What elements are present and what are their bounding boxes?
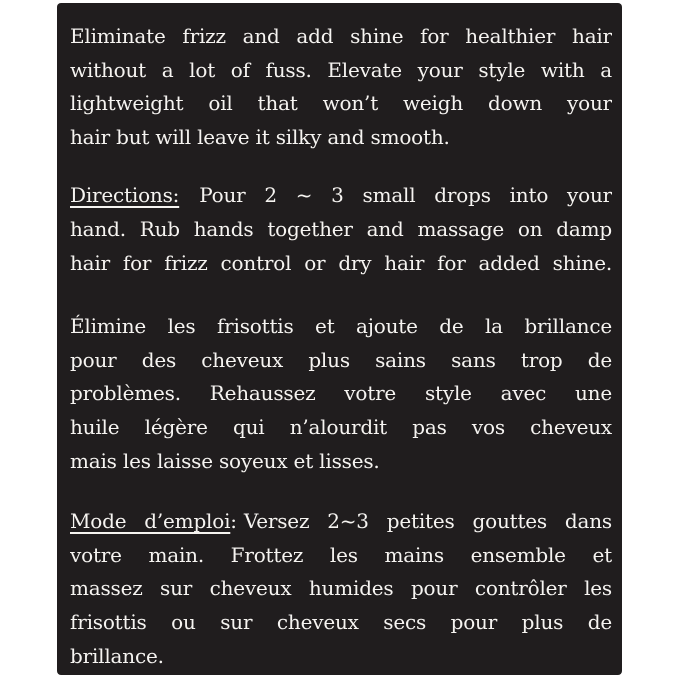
directions-heading-en: Directions: xyxy=(70,183,180,208)
paragraph-french-description xyxy=(70,310,612,478)
directions-heading-colon-fr: : xyxy=(230,509,237,534)
text-line: frisottis ou sur cheveux secs pour plus de xyxy=(70,609,612,634)
text-line: Élimine les frisottis et ajoute de la brillance xyxy=(70,314,612,339)
text-line: hair but will leave it silky and smooth. xyxy=(70,124,450,149)
text-line: lightweight oil that won’t weigh down your xyxy=(70,91,612,116)
paragraph-directions-english xyxy=(70,179,612,280)
directions-text-fr: Versez 2~3 petites gouttes dans xyxy=(243,509,612,534)
directions-heading-fr: Mode d’emploi xyxy=(70,509,231,534)
text-line: Eliminate frizz and add shine for healthier hair xyxy=(70,24,612,48)
text-line: hand. Rub hands together and massage on damp xyxy=(70,216,612,241)
text-line: pour des cheveux plus sains sans trop de xyxy=(70,347,612,372)
directions-text-en: Pour 2 ~ 3 small drops into your xyxy=(199,183,612,208)
paragraph-english-description xyxy=(70,20,612,154)
text-line: mais les laisse soyeux et lisses. xyxy=(70,448,380,473)
text-line xyxy=(70,179,612,213)
text-line: brillance. xyxy=(70,643,164,668)
product-label xyxy=(57,3,622,675)
text-line: problèmes. Rehaussez votre style avec une xyxy=(70,381,612,406)
text-line: votre main. Frottez les mains ensemble et xyxy=(70,542,612,567)
text-line xyxy=(70,505,612,539)
text-line: hair for frizz control or dry hair for added shine. xyxy=(70,250,612,275)
text-line: huile légère qui n’alourdit pas vos cheveux xyxy=(70,414,612,439)
paragraph-directions-french xyxy=(70,505,612,673)
text-line: massez sur cheveux humides pour contrôler les xyxy=(70,576,612,601)
text-line: without a lot of fuss. Elevate your style with a xyxy=(70,57,612,82)
